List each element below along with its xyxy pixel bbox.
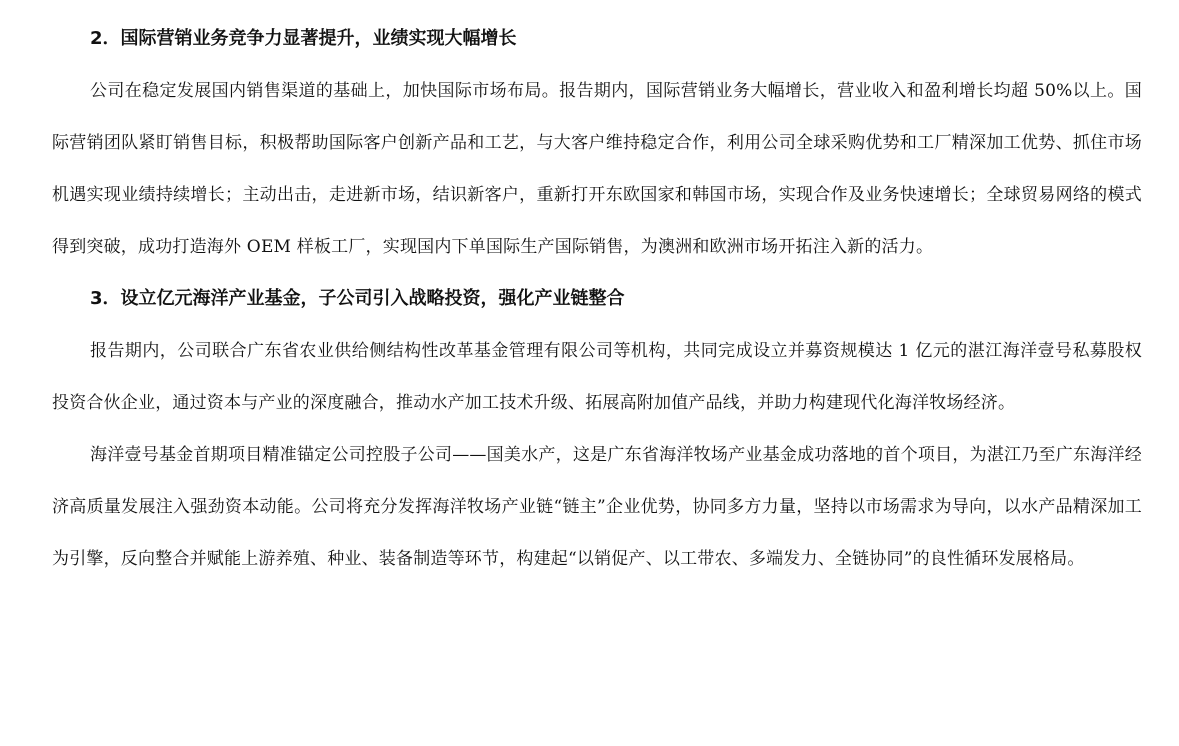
document-page [52,0,1142,585]
paragraph-ocean-fund-first-project: 海洋壹号基金首期项目精准锚定公司控股子公司——国美水产，这是广东省海洋牧场产业基金成功落地的首个项目，为湛江乃至广东海洋经济高质量发展注入强劲资本动能。公司将充分发挥海洋牧场产业链“链主”企业优势，协同多方力量，坚持以市场需求为导向，以水产品精深加工为引擎，反向整合并赋能上游养殖、种业、装备制造等环节，构建起“以销促产、以工带农、多端发力、全链协同”的良性循环发展格局。 [52,445,1142,569]
section-heading-ocean-fund: 3．设立亿元海洋产业基金，子公司引入战略投资，强化产业链整合 [90,288,625,309]
paragraph-ocean-fund-setup: 报告期内，公司联合广东省农业供给侧结构性改革基金管理有限公司等机构，共同完成设立并募资规模达 1 亿元的湛江海洋壹号私募股权投资合伙企业，通过资本与产业的深度融合，推动水产加工技术升级、拓展高附加值产品线，并助力构建现代化海洋牧场经济。 [52,341,1142,413]
section-heading-international-marketing: 2．国际营销业务竞争力显著提升，业绩实现大幅增长 [90,28,517,49]
paragraph-international-marketing: 公司在稳定发展国内销售渠道的基础上，加快国际市场布局。报告期内，国际营销业务大幅增长，营业收入和盈利增长均超 50%以上。国际营销团队紧盯销售目标，积极帮助国际客户创新产品和工艺，与大客户维持稳定合作，利用公司全球采购优势和工厂精深加工优势、抓住市场机遇实现业绩持续增长；主动出击，走进新市场，结识新客户，重新打开东欧国家和韩国市场，实现合作及业务快速增长；全球贸易网络的模式得到突破，成功打造海外 OEM 样板工厂，实现国内下单国际生产国际销售，为澳洲和欧洲市场开拓注入新的活力。 [52,81,1142,257]
